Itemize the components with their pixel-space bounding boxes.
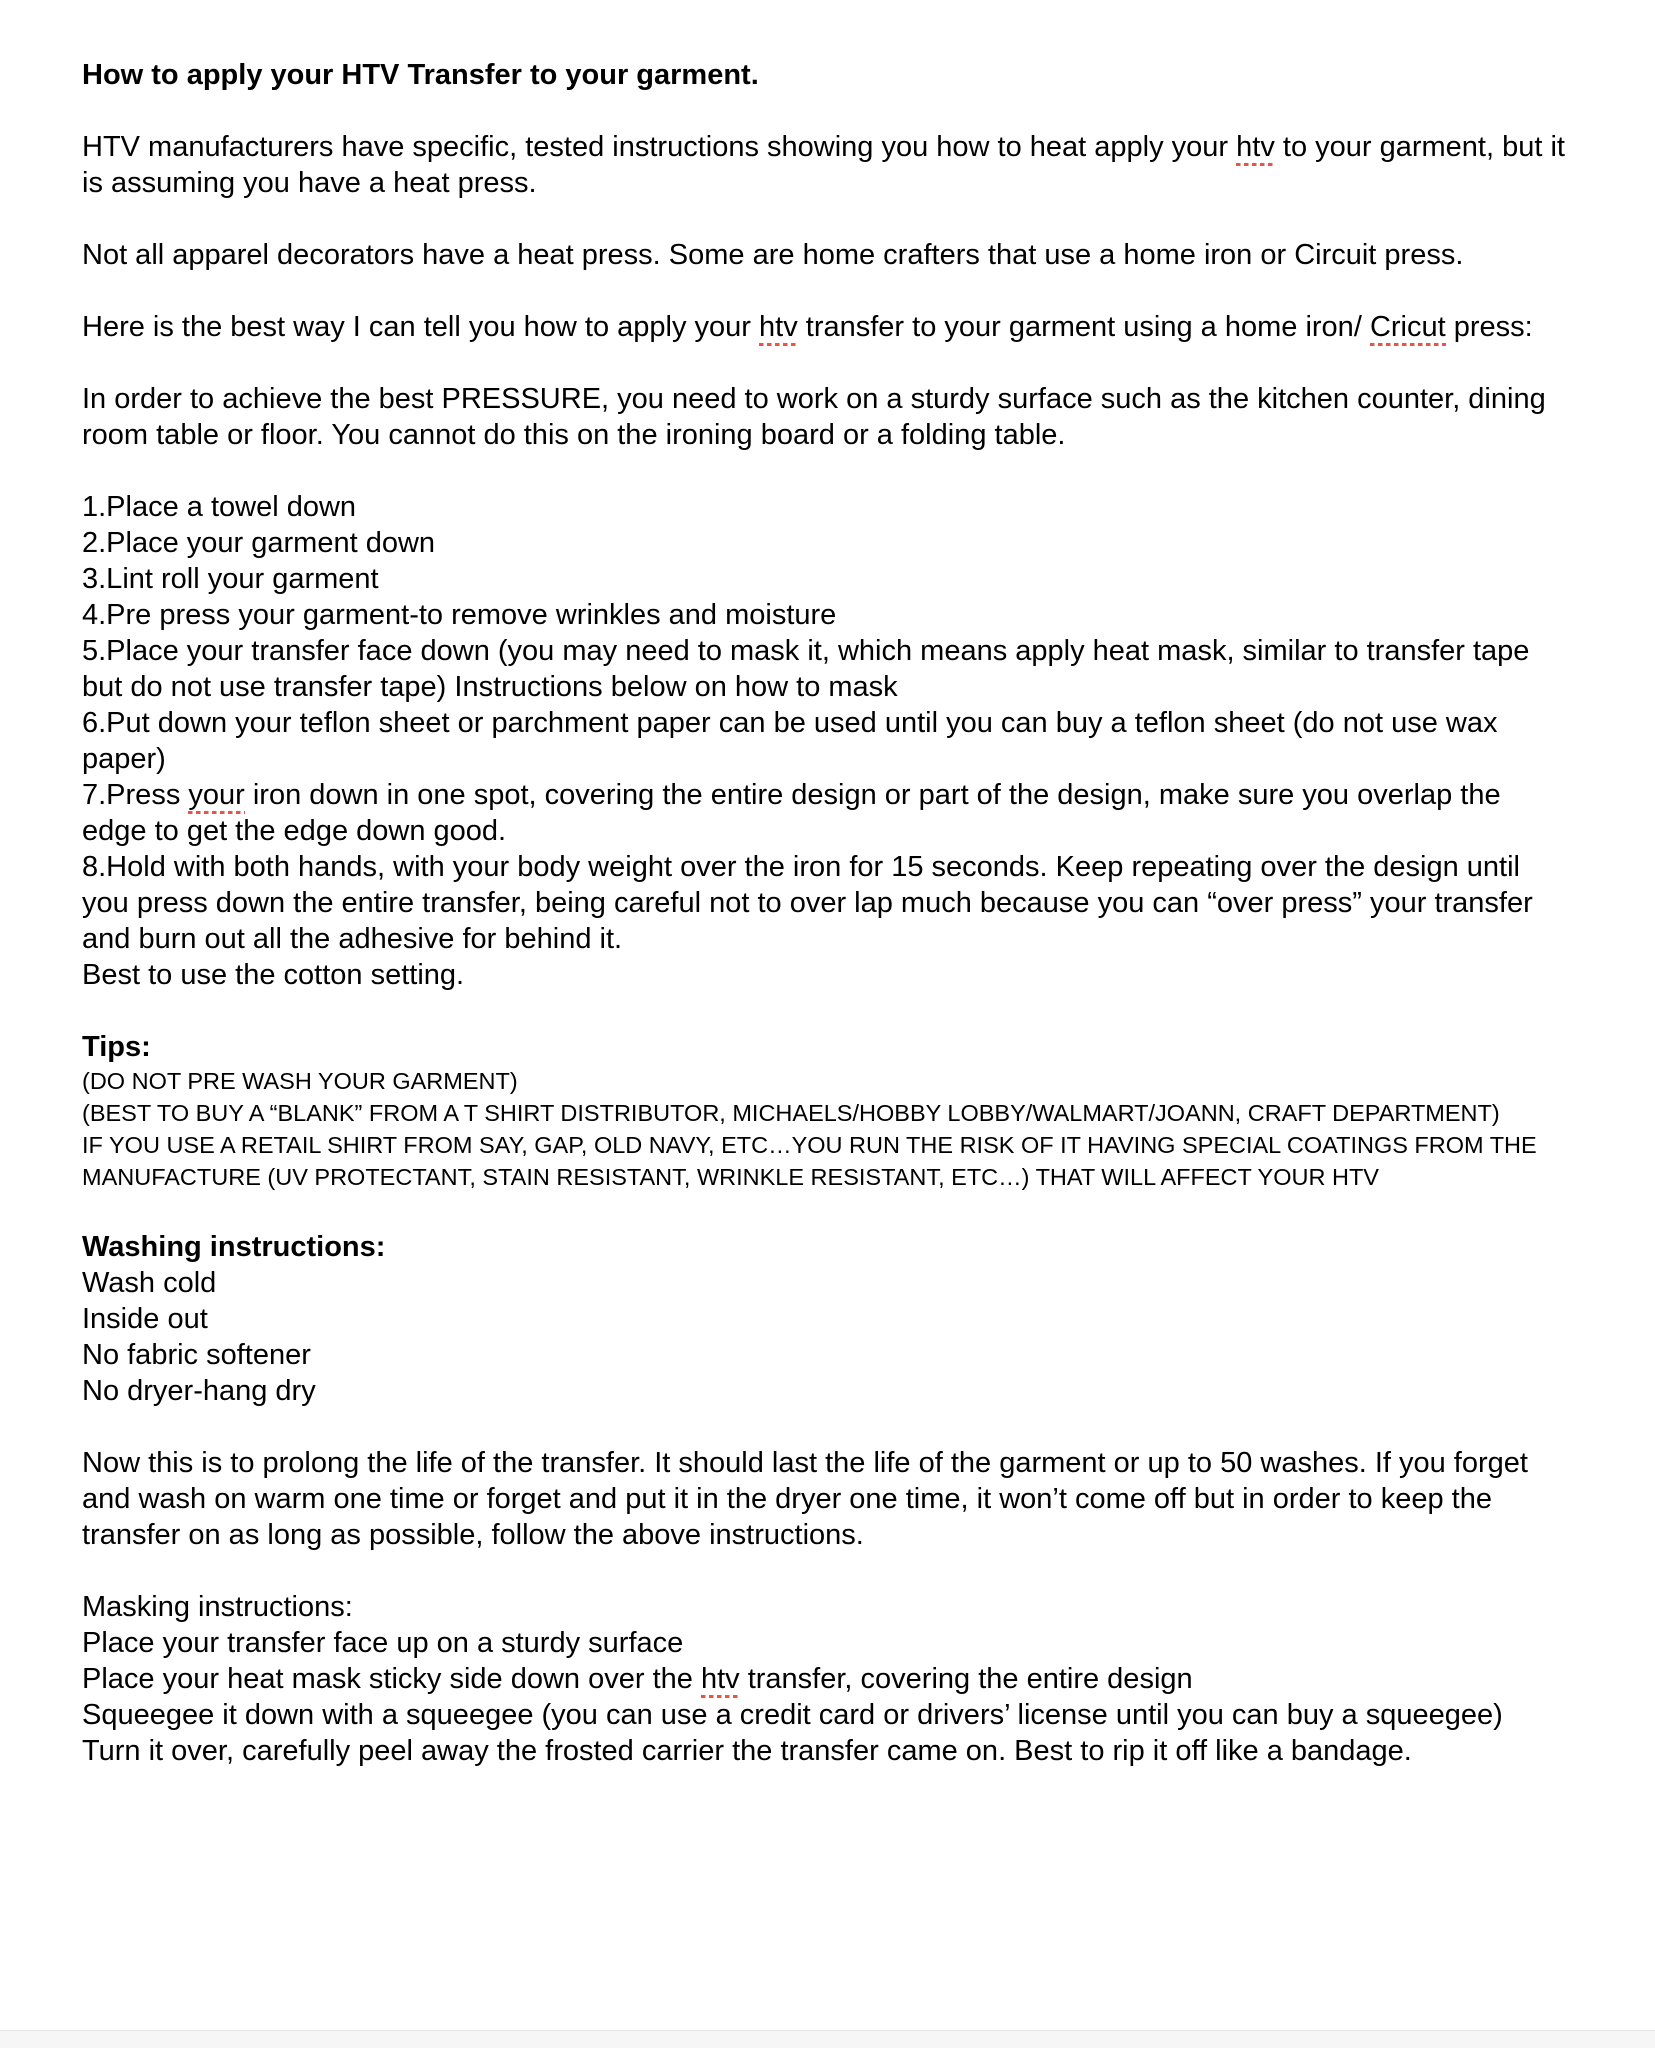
document-title: How to apply your HTV Transfer to your garment. bbox=[82, 59, 759, 91]
text-segment: HTV manufacturers have specific, tested instructions showing you how to heat apply your bbox=[82, 131, 1237, 163]
text-segment: Here is the best way I can tell you how to apply your bbox=[82, 311, 760, 343]
masking-instructions-section bbox=[82, 1589, 1573, 1769]
tip-line: (DO NOT PRE WASH YOUR GARMENT) bbox=[82, 1068, 518, 1094]
misspelled-word-htv: htv bbox=[759, 311, 798, 346]
paragraph-pressure: In order to achieve the best PRESSURE, you need to work on a sturdy surface such as the kitchen counter, dining room table or floor. You cannot do this on the ironing board or a folding table. bbox=[82, 383, 1546, 451]
paragraph-htv-manufacturers bbox=[82, 129, 1573, 201]
washing-line: No fabric softener bbox=[82, 1339, 311, 1371]
masking-line bbox=[82, 1661, 1573, 1697]
step-1: 1.Place a towel down bbox=[82, 491, 357, 523]
misspelled-word-htv: htv bbox=[1236, 131, 1275, 166]
paragraph-not-all-decorators: Not all apparel decorators have a heat press. Some are home crafters that use a home iron or Circuit press. bbox=[82, 239, 1464, 271]
masking-line: Squeegee it down with a squeegee (you can use a credit card or drivers’ license until you can buy a squeegee) bbox=[82, 1699, 1503, 1731]
masking-line: Turn it over, carefully peel away the frosted carrier the transfer came on. Best to rip it off like a bandage. bbox=[82, 1735, 1412, 1767]
washing-line: No dryer-hang dry bbox=[82, 1375, 316, 1407]
window-bottom-edge bbox=[0, 2030, 1655, 2048]
tips-section bbox=[82, 1029, 1573, 1193]
step-3: 3.Lint roll your garment bbox=[82, 563, 379, 595]
flagged-word-your: your bbox=[188, 779, 244, 814]
washing-heading: Washing instructions: bbox=[82, 1231, 386, 1263]
text-segment: Place your heat mask sticky side down over the bbox=[82, 1663, 701, 1695]
misspelled-word-htv: htv bbox=[701, 1663, 740, 1698]
washing-line: Inside out bbox=[82, 1303, 208, 1335]
step-6: 6.Put down your teflon sheet or parchment paper can be used until you can buy a teflon sheet (do not use wax paper) bbox=[82, 707, 1498, 775]
washing-instructions-section bbox=[82, 1229, 1573, 1409]
text-segment: 7.Press bbox=[82, 779, 189, 811]
text-segment: press: bbox=[1445, 311, 1533, 343]
step-2: 2.Place your garment down bbox=[82, 527, 436, 559]
misspelled-word-cricut: Cricut bbox=[1370, 311, 1446, 346]
paragraph-longevity: Now this is to prolong the life of the transfer. It should last the life of the garment or up to 50 washes. If you forget and wash on warm one time or forget and put it in the dryer one time, it won’t come off but in order to keep the transfer on as long as possible, follow the above instructions. bbox=[82, 1447, 1528, 1551]
text-segment: transfer, covering the entire design bbox=[739, 1663, 1193, 1695]
masking-heading: Masking instructions: bbox=[82, 1591, 353, 1623]
step-5: 5.Place your transfer face down (you may need to mask it, which means apply heat mask, similar to transfer tape but do not use transfer tape) Instructions below on how to mask bbox=[82, 635, 1530, 703]
tip-line: (BEST TO BUY A “BLANK” FROM A T SHIRT DISTRIBUTOR, MICHAELS/HOBBY LOBBY/WALMART/JOANN, CRAFT DEPARTMENT) bbox=[82, 1100, 1500, 1126]
step-7 bbox=[82, 777, 1573, 849]
tips-heading: Tips: bbox=[82, 1031, 151, 1063]
tip-line: IF YOU USE A RETAIL SHIRT FROM SAY, GAP, OLD NAVY, ETC…YOU RUN THE RISK OF IT HAVING SPECIAL COATINGS FROM THE MANUFACTURE (UV PROTECTANT, STAIN RESISTANT, WRINKLE RESISTANT, ETC…) THAT WILL AFFECT YOUR HTV bbox=[82, 1132, 1537, 1190]
step-8: 8.Hold with both hands, with your body weight over the iron for 15 seconds. Keep repeating over the design until you press down the entire transfer, being careful not to over lap much because you can “over press” your transfer and burn out all the adhesive for behind it. bbox=[82, 851, 1533, 955]
steps-list bbox=[82, 489, 1573, 993]
paragraph-best-way bbox=[82, 309, 1573, 345]
text-segment: transfer to your garment using a home iron/ bbox=[797, 311, 1370, 343]
masking-line: Place your transfer face up on a sturdy surface bbox=[82, 1627, 684, 1659]
washing-line: Wash cold bbox=[82, 1267, 217, 1299]
steps-note: Best to use the cotton setting. bbox=[82, 959, 465, 991]
text-segment: to your garment, but it is assuming you have a heat press. bbox=[82, 131, 1565, 199]
text-segment: iron down in one spot, covering the entire design or part of the design, make sure you overlap the edge to get the edge down good. bbox=[82, 779, 1501, 847]
step-4: 4.Pre press your garment-to remove wrinkles and moisture bbox=[82, 599, 837, 631]
